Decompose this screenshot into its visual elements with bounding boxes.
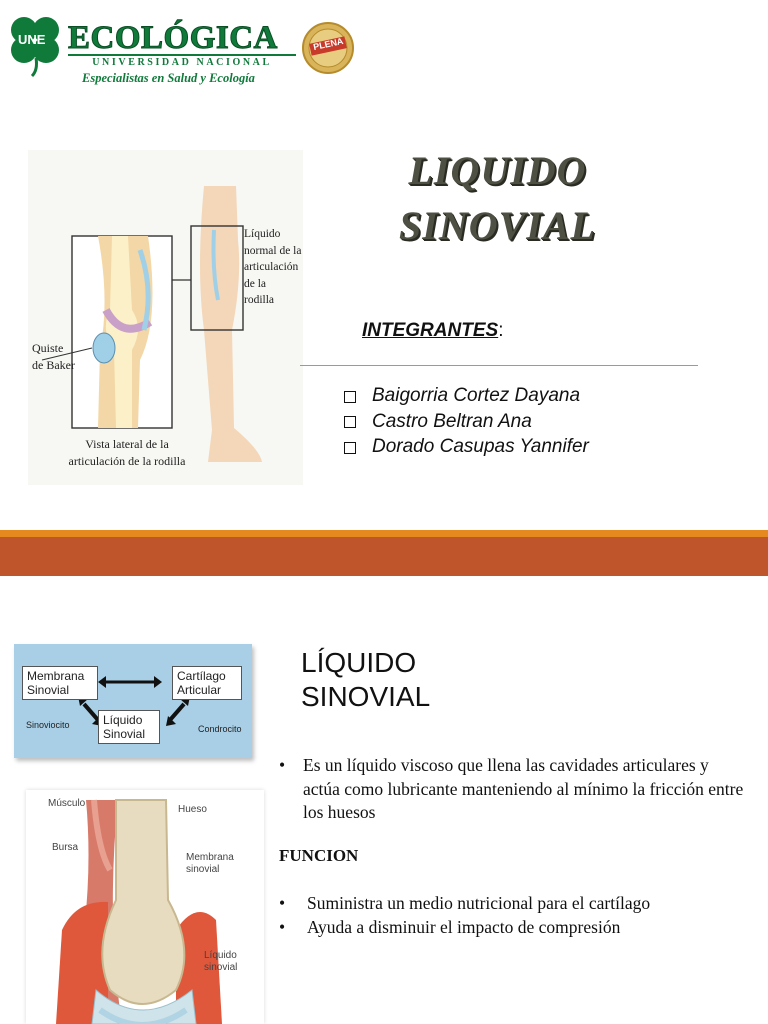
bullet-icon: • [279,755,286,775]
slide-title: LIQUIDO SINOVIAL [399,148,596,248]
figure-caption: Vista lateral de la articulación de la rodilla [68,437,186,468]
liquido-node: Líquido Sinovial [98,710,160,744]
seal-text: PLENA [312,35,345,53]
member-item: Baigorria Cortez Dayana [344,383,589,409]
funcion-item: • Ayuda a disminuir el impacto de compresión [279,916,650,940]
member-item: Castro Beltran Ana [344,409,589,435]
separator-line [300,365,698,366]
integrantes-heading: INTEGRANTES: [362,320,504,341]
divider-accent [0,530,768,537]
checkbox-bullet-icon [344,416,356,428]
bullet-icon: • [279,916,286,937]
knee-illustration [28,150,303,485]
sinoviocito-label: Sinoviocito [26,720,70,730]
baker-cyst-label: Quiste de Baker [32,341,75,372]
slide-divider [0,537,768,576]
logo-name: ECOLÓGICA [68,20,278,56]
membrana-node: Membrana Sinovial [22,666,98,700]
funciones-list [279,892,650,939]
knee-joint-image [28,150,303,485]
joint-anatomy-image [26,790,264,1024]
logo-subtitle: UNIVERSIDAD NACIONAL [68,54,296,68]
hueso-label: Hueso [178,804,207,815]
description-paragraph: • Es un líquido viscoso que llena las cavidades articulares y actúa como lubricante manteniendo al mínimo la fricción entre los huesos [279,754,749,825]
content-slide [0,576,768,1024]
liquido-label: Líquido sinovial [204,950,238,973]
fluid-label: Líquido normal de la articulación de la rodilla [244,228,302,306]
funcion-item: • Suministra un medio nutricional para el cartílago [279,892,650,916]
logo-tagline: Especialistas en Salud y Ecología [82,71,255,85]
synovial-diagram [14,644,252,758]
condrocito-label: Condrocito [198,724,242,734]
member-item: Dorado Casupas Yannifer [344,434,589,460]
bullet-icon: • [279,893,286,913]
university-logo [2,10,358,85]
funcion-heading: FUNCION [279,846,359,865]
bursa-label: Bursa [52,842,79,853]
musculo-label: Músculo [48,798,86,809]
checkbox-bullet-icon [344,391,356,403]
badge-text: UNE [18,32,46,47]
slide2-title: LÍQUIDO SINOVIAL [301,647,431,712]
members-list [344,383,589,460]
membrana-label: Membrana sinovial [186,852,234,875]
checkbox-bullet-icon [344,442,356,454]
cartilago-node: Cartílago Articular [172,666,242,700]
joint-anatomy-illustration [26,790,264,1024]
